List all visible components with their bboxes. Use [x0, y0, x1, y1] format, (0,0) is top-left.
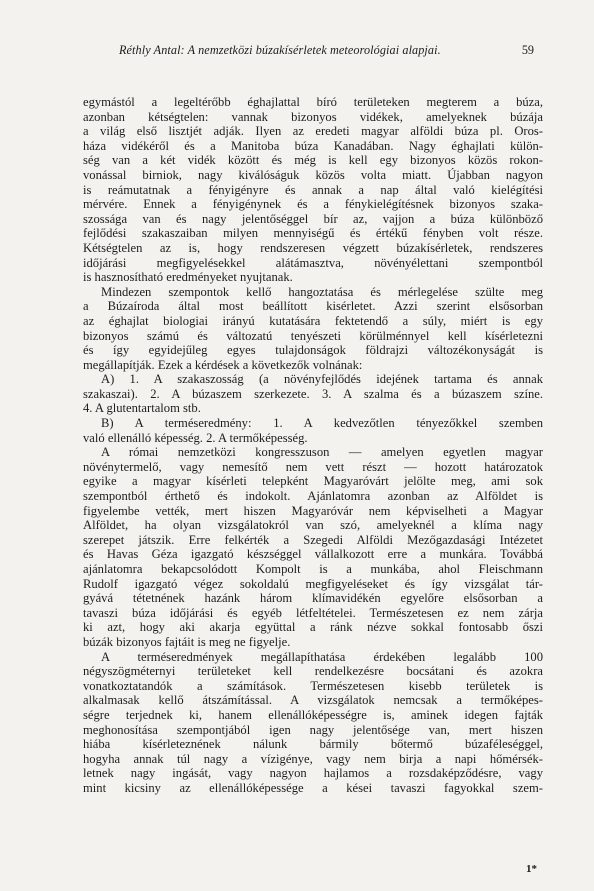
text-line: Rudolf igazgató végez sokoldalú megfigyeléseket és így vizsgálat tár- — [83, 576, 543, 591]
page-number: 59 — [521, 43, 534, 57]
text-line: szossága van és nagy jelentőséggel bír az, vajjon a búza különböző — [83, 211, 543, 226]
text-line: ajánlatomra bekapcsolódott Kompolt is a munkába, ahol Fleischmann — [83, 562, 543, 576]
text-line: szakaszai). 2. A búzaszem szerkezete. 3. A szalma és a búzaszem színe. — [83, 386, 543, 401]
text-line: hiába kísérleteznének nálunk bármily bőtermő búzaféleséggel, — [83, 737, 543, 752]
text-line: és így egyidejűleg egyes tulajdonságok földrajzi változékonyságát is — [83, 343, 543, 358]
text-line: Mindezen szempontok kellő hangoztatása és mérlegelése szülte meg — [101, 284, 543, 299]
text-line: szempontból érthető és indokolt. Ajánlatomra azonban az Alföldet is — [83, 489, 543, 504]
text-line: ki azt, hogy aki akarja együttal a ránk nézve sokkal fontosabb őszi — [83, 620, 543, 635]
page-header — [83, 43, 534, 61]
text-line: A római nemzetközi kongresszuson — amelyen egyetlen magyar — [101, 445, 543, 460]
text-line: ségre terjednek ki, hanem ellenállóképességre is, aminek idegen fajták — [83, 707, 543, 722]
text-line: Kétségtelen az is, hogy rendszeresen végzett búzakísérletek, rendszeres — [83, 240, 543, 255]
text-line: ség van a két vidék között és még is kell egy bizonyos közös rokon- — [83, 153, 543, 168]
text-line: 4. A glutentartalom stb. — [83, 401, 201, 416]
text-line: háza vidékéről és a Manitoba búza Kanadában. Nagy éghajlati külön- — [83, 138, 543, 153]
text-line: tavaszi búza időjárási és egyéb létfeltételei. Természetesen ez nem zárja — [83, 605, 543, 620]
text-line: egyike a magyar kísérleti telepként Magyaróvárt jelölte meg, ami sok — [83, 474, 543, 489]
text-line: Alföldet, ha olyan vizsgálatokról van szó, amelyeknél a klíma nagy — [83, 518, 543, 533]
text-line: B) A terméseredmény: 1. A kedvezőtlen tényezőkkel szemben — [101, 416, 543, 431]
text-line: letnek nagy ingását, vagy nagyon hajlamos a rozsdaképződésre, vagy — [83, 766, 543, 781]
text-line: meghonosítása szempontjából igen nagy jelentősége van, mert hiszen — [83, 722, 543, 737]
text-line: alkalmasak kellő átszámítással. A vizsgálatok nemcsak a termőképes- — [83, 693, 543, 708]
text-line: vonással birniok, nagy kiválóságuk közös volta miatt. Újabban nagyon — [83, 167, 543, 182]
text-line: négyszögméternyi területeket kell rendelkezésre bocsátani és azokra — [83, 664, 543, 679]
text-line: fejlődési szakaszaiban milyen mennyiségű és értékű fényben volt része. — [83, 226, 543, 241]
text-line: való ellenálló képesség. 2. A termőképesség. — [83, 430, 308, 445]
text-line: szerepet játszik. Erre felkérték a Szegedi Alföldi Mezőgazdasági Intézetet — [83, 532, 543, 547]
text-line: bizonyos számú és változatú tenyészeti körülménnyel kell kísérletezni — [83, 328, 543, 343]
text-line: egymástól a legeltérőbb éghajlattal bíró területeken megterem a búza, — [83, 95, 543, 109]
running-head: Réthly Antal: A nemzetközi búzakísérletek meteorológiai alapjai. — [119, 43, 441, 57]
text-line: mint kicsiny az ellenállóképessége a kései tavaszi fagyokkal szem- — [83, 780, 543, 795]
text-line: figyelembe vették, mert hiszen Magyaróvár nem képviselheti a Magyar — [83, 503, 543, 518]
text-line: és Havas Géza igazgató készséggel vállalkozott erre a munkára. Továbbá — [83, 547, 543, 562]
text-line: megállapítják. Ezek a kérdések a következők volnának: — [83, 357, 363, 372]
text-line: a világ első lisztjét adják. Ilyen az eredeti magyar alföldi búza pl. Oros- — [83, 124, 543, 139]
body-text — [83, 95, 543, 796]
text-line: is hasznosítható eredményeket nyujtanak. — [83, 270, 293, 285]
text-line: mérvére. Ennek a fényigénynek és a fénykielégítésnek bizonyos szaka- — [83, 197, 543, 212]
text-line: növénytermelő, vagy nemesítő nem vett részt — hozott határozatok — [83, 459, 543, 474]
text-line: az éghajlat biologiai irányú kutatására fektetendő a súly, miért is egy — [83, 313, 543, 328]
text-line: is reámutatnak a fényigényre és annak a nap által való kielégítési — [83, 182, 543, 197]
text-line: azonban kétségtelen: vannak bizonyos vidékek, amelyeknek búzája — [83, 109, 543, 124]
signature-mark: 1* — [526, 863, 537, 875]
text-line: gyává tétetnének hazánk három klímavidékén egyelőre elsősorban a — [83, 591, 543, 606]
text-line: hogyha annak túl nagy a vízigénye, vagy nem birja a napi hőmérsék- — [83, 751, 543, 766]
text-line: időjárási megfigyelésekkel alátámasztva, növényélettani szempontból — [83, 255, 543, 270]
text-line: A) 1. A szakaszosság (a növényfejlődés idejének tartama és annak — [101, 372, 543, 387]
text-line: vonatkoztatandók a számítások. Természetesen kisebb területek is — [83, 678, 543, 693]
text-line: a Búzaíroda által most beállított kisérletet. Azzi szerint elsősorban — [83, 299, 543, 314]
text-line: A terméseredmények megállapíthatása érdekében legalább 100 — [101, 649, 543, 664]
text-line: búzák bizonyos fajtáit is meg ne figyelje. — [83, 634, 291, 649]
